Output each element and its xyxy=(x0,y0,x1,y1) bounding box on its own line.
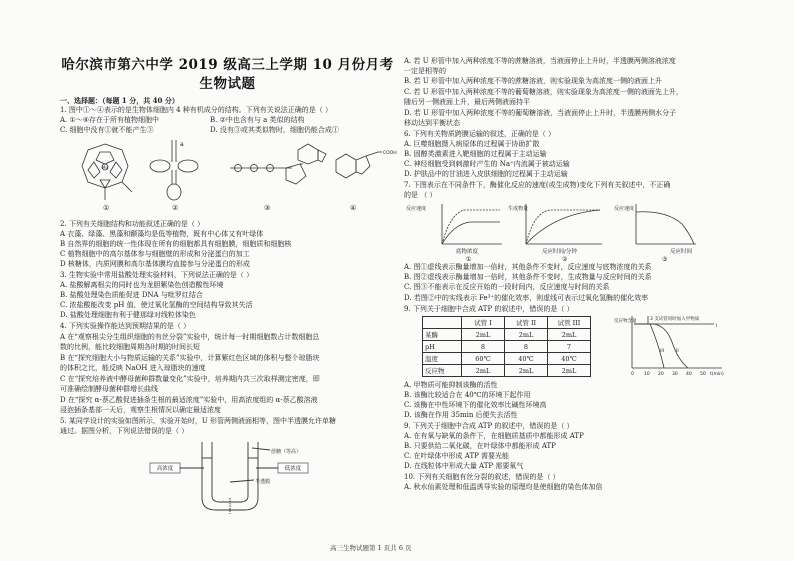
q3-option: D. 盐酸处理细胞有利于健那绿对线粒体染色 xyxy=(60,311,196,319)
label-4: ④ xyxy=(350,204,357,212)
q4-line: 浸泡插条基部一天后，观察生根情况以确定最适浓度 xyxy=(60,406,221,414)
q4-line: D 在“探究 α-萘乙酸促进插条生根的最适浓度”实验中，用高浓度组的 α-萘乙酸溶液 xyxy=(60,396,318,404)
table-header-cell: 试管 II xyxy=(505,317,548,329)
g2-x-label: 反应时间/分钟 xyxy=(542,249,577,255)
q10-option-a: A. 秋水仙素处理和低温诱导实验的原理均是使细胞的染色体加倍 xyxy=(404,483,603,491)
table-cell: 2mL xyxy=(462,365,505,377)
q6-option: D. 护肤品中的甘油进入皮肤细胞的过程属于主动运输 xyxy=(404,170,568,178)
q8-chart xyxy=(614,312,732,382)
x-tick: 20 xyxy=(658,372,664,377)
table-row xyxy=(423,329,591,341)
table-cell: 40℃ xyxy=(505,353,548,365)
u-tube-figure xyxy=(130,438,330,516)
exam-title: 哈尔滨市第六中学 2019 级高三上学期 10 月份月考 xyxy=(61,57,394,73)
table-cell: 温度 xyxy=(423,353,462,365)
high-conc-label: 高浓度 xyxy=(156,466,174,472)
q8-table xyxy=(422,316,591,377)
table-cell: 2mL xyxy=(505,365,548,377)
q4-line: C 在“探究培养液中酵母菌种群数量变化”实验中，培养期内共三次取样测定密度，即 xyxy=(60,375,320,383)
q5-stem: 通过。据图分析，下列说法错误的是（ ） xyxy=(60,427,189,435)
q6-option: C. 神经细胞受到刺激时产生的 Na⁺内流属于被动运输 xyxy=(404,160,570,168)
svg-text:Mg: Mg xyxy=(102,165,108,170)
q2-option: B 自然界的细胞的统一性体现在所有的细胞都具有细胞膜，细胞质和细胞核 xyxy=(60,240,292,248)
g3-x-label: 反应时间 xyxy=(670,249,693,255)
g2-y-label: 生成物量 xyxy=(508,206,529,212)
q8-y-label: 反应物含量 xyxy=(614,319,637,324)
trna-structure xyxy=(150,140,198,200)
q9-option-b: B. 只要供给二氧化碳，在叶绿体中都能形成 ATP xyxy=(404,442,556,450)
g1-x-label: 底物浓度 xyxy=(456,249,479,255)
right-column xyxy=(404,0,734,561)
q6-option: A. 巨噬细胞摄入病原体的过程属于协助扩散 xyxy=(404,140,540,148)
table-header-cell: 试管 III xyxy=(548,317,591,329)
series-label: III xyxy=(660,349,664,354)
x-unit: t(min) xyxy=(710,372,724,377)
q8-option-b: B. 该酶比较适合在 40℃的环境下起作用 xyxy=(404,391,531,399)
low-conc-label: 低浓度 xyxy=(284,466,302,472)
q8-option-d: D. 该酶在作用 35min 后便失去活性 xyxy=(404,411,518,419)
q2-option: D 核糖体，内质网膜和高尔基体膜均直接参与分泌蛋白的形成 xyxy=(60,260,250,268)
q8-note: 3 支试管同时加入甲物质 xyxy=(650,317,700,322)
table-header-cell xyxy=(423,317,462,329)
table-header-row xyxy=(423,317,591,329)
q1-option-d: D. 没有③或其类似物时，细胞仍能合成① xyxy=(210,126,339,134)
q5-option-c: C. 若 U 形管中加入两种浓度不等的葡萄糖溶液，则实验现象为高浓度一侧的液面先上升， xyxy=(404,88,683,96)
q5-option-a-cont: 一定是相等的 xyxy=(404,67,446,75)
g3-y-label: 反应速度 xyxy=(614,206,635,212)
x-tick: 0 xyxy=(631,372,634,377)
x-tick: 30 xyxy=(672,372,678,377)
q5-option-b: B. 若 U 形管中加入两种浓度不等的蔗糖溶液，则实验现象为高浓度一侧的液面上升 xyxy=(404,77,662,85)
table-cell: 某酶 xyxy=(423,329,462,341)
g3-label: ③ xyxy=(662,256,668,263)
left-column xyxy=(60,0,395,561)
series-label: II xyxy=(676,349,679,354)
indole-structure xyxy=(336,152,382,178)
q4-line: 数的比例，能比较细胞周期各时期的时间长短 xyxy=(60,343,200,351)
table-cell: 8 xyxy=(462,341,505,353)
q3-option: A. 盐酸解离根尖的同时也为龙胆紫染色创造酸性环境 xyxy=(60,281,224,289)
q5-stem: 5. 某同学设计的实验如图所示，实验开始时，U 形管两侧液面相等，图中半透膜允许单糖 xyxy=(60,417,337,425)
q5-option-d-cont: 移动达到平衡状态 xyxy=(404,119,460,127)
q8-option-c: C. 该酶在中性环境下的催化效率比碱性环境高 xyxy=(404,401,547,409)
table-cell: 反应物 xyxy=(423,365,462,377)
table-cell: 2mL xyxy=(548,329,591,341)
q3-option: B. 盐酸处理染色质能促进 DNA 与吡罗红结合 xyxy=(60,291,203,299)
q1-option-a: A. ①～④存在于所有植物细胞中 xyxy=(60,116,160,124)
q6-stem: 6. 下列有关物质跨膜运输的叙述，正确的是（ ） xyxy=(404,130,556,138)
table-cell: 7 xyxy=(548,341,591,353)
membrane-label: 半透膜 xyxy=(255,479,271,485)
q2-option: A 衣藻、绿藻、黑藻和颤藻均是低等植物，既有中心体又有叶绿体 xyxy=(60,230,264,238)
chlorophyll-structure xyxy=(82,144,132,200)
q10-stem: 10. 下列有关细胞有丝分裂的叙述，错误的是（ ） xyxy=(404,473,560,481)
q4-line: B 在“探究细胞大小与物质运输的关系”实验中，计算紫红色区域的体积与整个琼脂块 xyxy=(60,354,320,362)
table-cell: 60℃ xyxy=(462,353,505,365)
g1-label: ① xyxy=(466,256,472,263)
table-cell: pH xyxy=(423,341,462,353)
q4-line: 可准确绘制酵母菌种群增长曲线 xyxy=(60,385,158,393)
q9-option-c: C. 在叶绿体中形成 ATP 需要光能 xyxy=(404,452,510,460)
q7-graphs xyxy=(404,200,734,262)
q5-option-d: D. 若 U 形管中加入两种浓度不等的葡萄糖溶液，当液面停止上升时，半透膜两侧水分子 xyxy=(404,109,677,117)
table-cell: 2mL xyxy=(548,365,591,377)
label-2: ② xyxy=(172,204,179,212)
q9-option-a: A. 在有氧与缺氧的条件下，在细胞质基质中都能形成 ATP xyxy=(404,432,584,440)
series-label: I xyxy=(716,324,718,329)
section-heading: 一、选择题：（每题 1 分，共 40 分） xyxy=(60,96,179,105)
q9-stem: 9. 下列关于细胞中合成 ATP 的叙述中，错误的是（ ） xyxy=(404,422,574,430)
q7-option-b: B. 图②虚线表示酶量增加一倍时，其他条件不变时，生成物量与反应时间的关系 xyxy=(404,273,652,281)
q1-stem: 1. 图中①～④表示的是生物体细胞内 4 种有机成分的结构。下列有关说法正确的是（ ） xyxy=(60,106,333,114)
q2-stem: 2. 下列有关细胞结构和功能叙述正确的是（ ） xyxy=(60,220,205,228)
table-row xyxy=(423,353,591,365)
page-footer: 高三生物试题第 1 页共 6 页 xyxy=(330,544,412,552)
sucrose-label: 蔗糖（等高） xyxy=(271,449,302,455)
q5-option-a: A. 若 U 形管中加入两种浓度不等的蔗糖溶液，当液面停止上升时，半透膜两侧溶液浓度 xyxy=(404,57,676,65)
x-tick: 50 xyxy=(700,372,706,377)
g1-y-label: 反应速度 xyxy=(406,206,427,212)
q4-stem: 4. 下列实验操作能达到预期结果的是（ ） xyxy=(60,322,191,330)
x-tick: 10 xyxy=(644,372,650,377)
q7-option-a: A. 图①虚线表示酶量增加一倍时，其他条件不变时，反应速度与底物浓度的关系 xyxy=(404,263,652,271)
exam-subtitle: 生物试题 xyxy=(199,76,256,92)
q5-option-c-cont: 随后另一侧液面上升，最后两侧液面持平 xyxy=(404,98,530,106)
atp-structure xyxy=(230,144,326,184)
q3-stem: 3. 生物实验中常用盐酸处理实验材料，下列说法正确的是（ ） xyxy=(60,271,254,279)
q8-stem: 9. 下列关于细胞中合成 ATP 的叙述中，错误的是（ ） xyxy=(404,305,574,313)
q7-option-d: D. 若图②中的实线表示 Fe³⁺的催化效率，则虚线可表示过氧化氢酶的催化效率 xyxy=(404,294,649,302)
q7-stem-cont: 的是 （ ） xyxy=(404,191,437,199)
q7-stem: 7. 下图表示在不同条件下，酶催化反应的速度(或生成物)变化下列有关叙述中，不正确 xyxy=(404,181,671,189)
q1-option-b: B. ②中也含有与 a 类似的结构 xyxy=(210,116,305,124)
q4-line: A 在“观察根尖分生组织细胞的有丝分裂”实验中，统计每一时期细胞数占计数细胞总 xyxy=(60,333,320,341)
q1-option-c: C. 细胞中没有①就不能产生③ xyxy=(60,126,154,134)
q6-option: B. 固醇类激素进入靶细胞的过程属于主动运输 xyxy=(404,150,547,158)
label-3: ③ xyxy=(264,204,271,212)
q3-option: C. 浓盐酸能改变 pH 值，使过氧化氢酶的空间结构导致其失活 xyxy=(60,301,253,309)
q9-option-d: D. 在线粒体中形成大量 ATP 需要氧气 xyxy=(404,462,524,470)
table-row xyxy=(423,365,591,377)
table-cell: 2mL xyxy=(462,329,505,341)
label-1: ① xyxy=(103,204,110,212)
q7-option-c: C. 图③不能表示在反应开始的一段时间内，反应速度与时间的关系 xyxy=(404,283,610,291)
g2-label: ② xyxy=(562,256,568,263)
table-header-cell: 试管 I xyxy=(462,317,505,329)
x-tick: 40 xyxy=(686,372,692,377)
q2-option: C 植物细胞中的高尔基体参与细胞壁的形成和分泌蛋白的加工 xyxy=(60,250,250,258)
label-cooh: COOH xyxy=(383,151,397,156)
table-cell: 40℃ xyxy=(548,353,591,365)
label-a: a xyxy=(180,141,184,148)
table-cell: 2mL xyxy=(505,329,548,341)
q1-structures-figure xyxy=(60,136,395,214)
table-row xyxy=(423,341,591,353)
q4-line: 的体积之比，能反映 NaOH 进入琼脂块的速度 xyxy=(60,364,206,372)
table-cell: 8 xyxy=(505,341,548,353)
q8-option-a: A. 甲物质可能抑制该酶的活性 xyxy=(404,381,498,389)
